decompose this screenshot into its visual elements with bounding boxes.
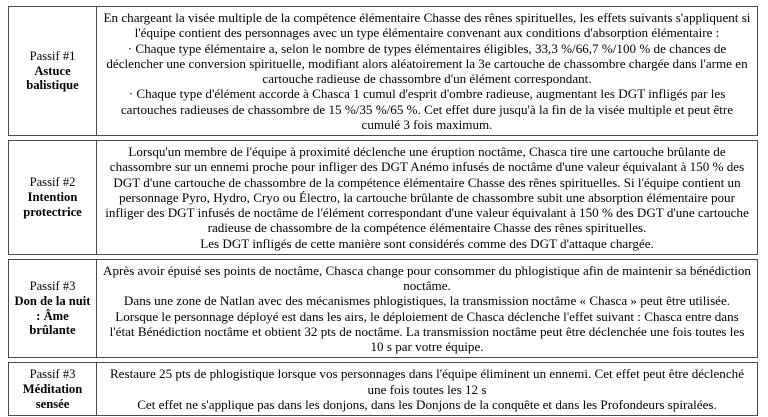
skill-table-body	[8, 6, 758, 416]
skill-description-cell	[97, 6, 758, 136]
skill-slot-label: Passif #2	[29, 175, 76, 190]
table-row	[8, 259, 758, 359]
skill-name-cell	[8, 362, 97, 416]
skill-description-paragraph: Cet effet ne s'applique pas dans les donjons, dans les Donjons de la conquête et dans les Profondeurs spiralées.	[137, 396, 717, 412]
skill-title: Méditation sensée	[22, 381, 83, 411]
skill-slot-label: Passif #3	[29, 279, 76, 294]
skill-name-cell	[8, 259, 97, 359]
skill-description-paragraph: Lorsqu'un membre de l'équipe à proximité déclenche une éruption noctâme, Chasca tire une cartouche brûlante de chassombre sur un ennemi proche pour infliger des DGT Anémo infusés de noctâme d'une valeur équivalant à 150 % des DGT d'une cartouche de chassombre de la compétence élémentaire Chasse des rênes spirituelles. Si l'équipe contient un personnage Pyro, Hydro, Cryo ou Électro, la cartouche brûlante de chassombre subit une absorption élémentaire pour infliger des DGT infusés de noctâme de l'élément correspondant d'une valeur équivalant à 150 % des DGT d'une cartouche radieuse de chassombre de la compétence élémentaire Chasse des rênes spirituelles.	[105, 144, 749, 236]
skill-description-cell	[97, 259, 758, 359]
skill-description-paragraph: Après avoir épuisé ses points de noctâme, Chasca change pour consommer du phlogistique afin de maintenir sa bénédiction noctâme.	[103, 262, 751, 293]
skill-title: Don de la nuit : Âme brûlante	[14, 293, 91, 338]
skill-title: Intention protectrice	[23, 190, 82, 219]
skill-title: Astuce balistique	[26, 63, 79, 93]
skill-name-cell	[8, 6, 97, 136]
table-row	[8, 140, 758, 255]
skill-description-paragraph: Restaure 25 pts de phlogistique lorsque vos personnages dans l'équipe éliminent un ennemi. Cet effet peut être déclenché une fois toutes les 12 s	[109, 366, 745, 397]
skill-name-cell	[8, 140, 97, 255]
table-row	[8, 362, 758, 416]
skill-description-paragraph: Dans une zone de Natlan avec des mécanismes phlogistiques, la transmission noctâme « Chasca » peut être utilisée. Lorsque le personnage déployé est dans les airs, le déploiement de Chasca déclenche l'effet suivant : Chasca entre dans l'état Bénédiction noctâme et obtient 32 pts de noctâme. La transmission noctâme peut être déclenchée une fois toutes les 10 s par votre équipe.	[109, 293, 745, 354]
skill-description-paragraph: En chargeant la visée multiple de la compétence élémentaire Chasse des rênes spirituelles, les effets suivants s'appliquent si l'équipe contient des personnages avec un type élémentaire convenant aux conditions d'absorption élémentaire :	[103, 10, 751, 41]
skill-description-paragraph: · Chaque type d'élément accorde à Chasca 1 cumul d'esprit d'ombre radieuse, augmentant les DGT infligés par les cartouches radieuses de chassombre de 15 %/35 %/65 %. Cet effet dure jusqu'à la fin de la visée multiple et peut être cumulé 3 fois maximum.	[120, 86, 734, 132]
table-row	[8, 6, 758, 136]
skill-slot-label: Passif #1	[29, 48, 76, 63]
skill-slot-label: Passif #3	[29, 367, 76, 382]
skill-description-cell	[97, 140, 758, 255]
skill-description-cell	[97, 362, 758, 416]
skill-table	[8, 6, 758, 416]
skill-description-paragraph: · Chaque type élémentaire a, selon le nombre de types élémentaires éligibles, 33,3 %/66,7 %/100 % de chances de déclencher une conversion spirituelle, modifiant alors aléatoirement la 3e cartouche de chassombre chargée dans l'arme en cartouche radieuse de chassombre d'un élément correspondant.	[106, 40, 748, 86]
skill-description-paragraph: Les DGT infligés de cette manière sont considérés comme des DGT d'attaque chargée.	[200, 235, 654, 251]
